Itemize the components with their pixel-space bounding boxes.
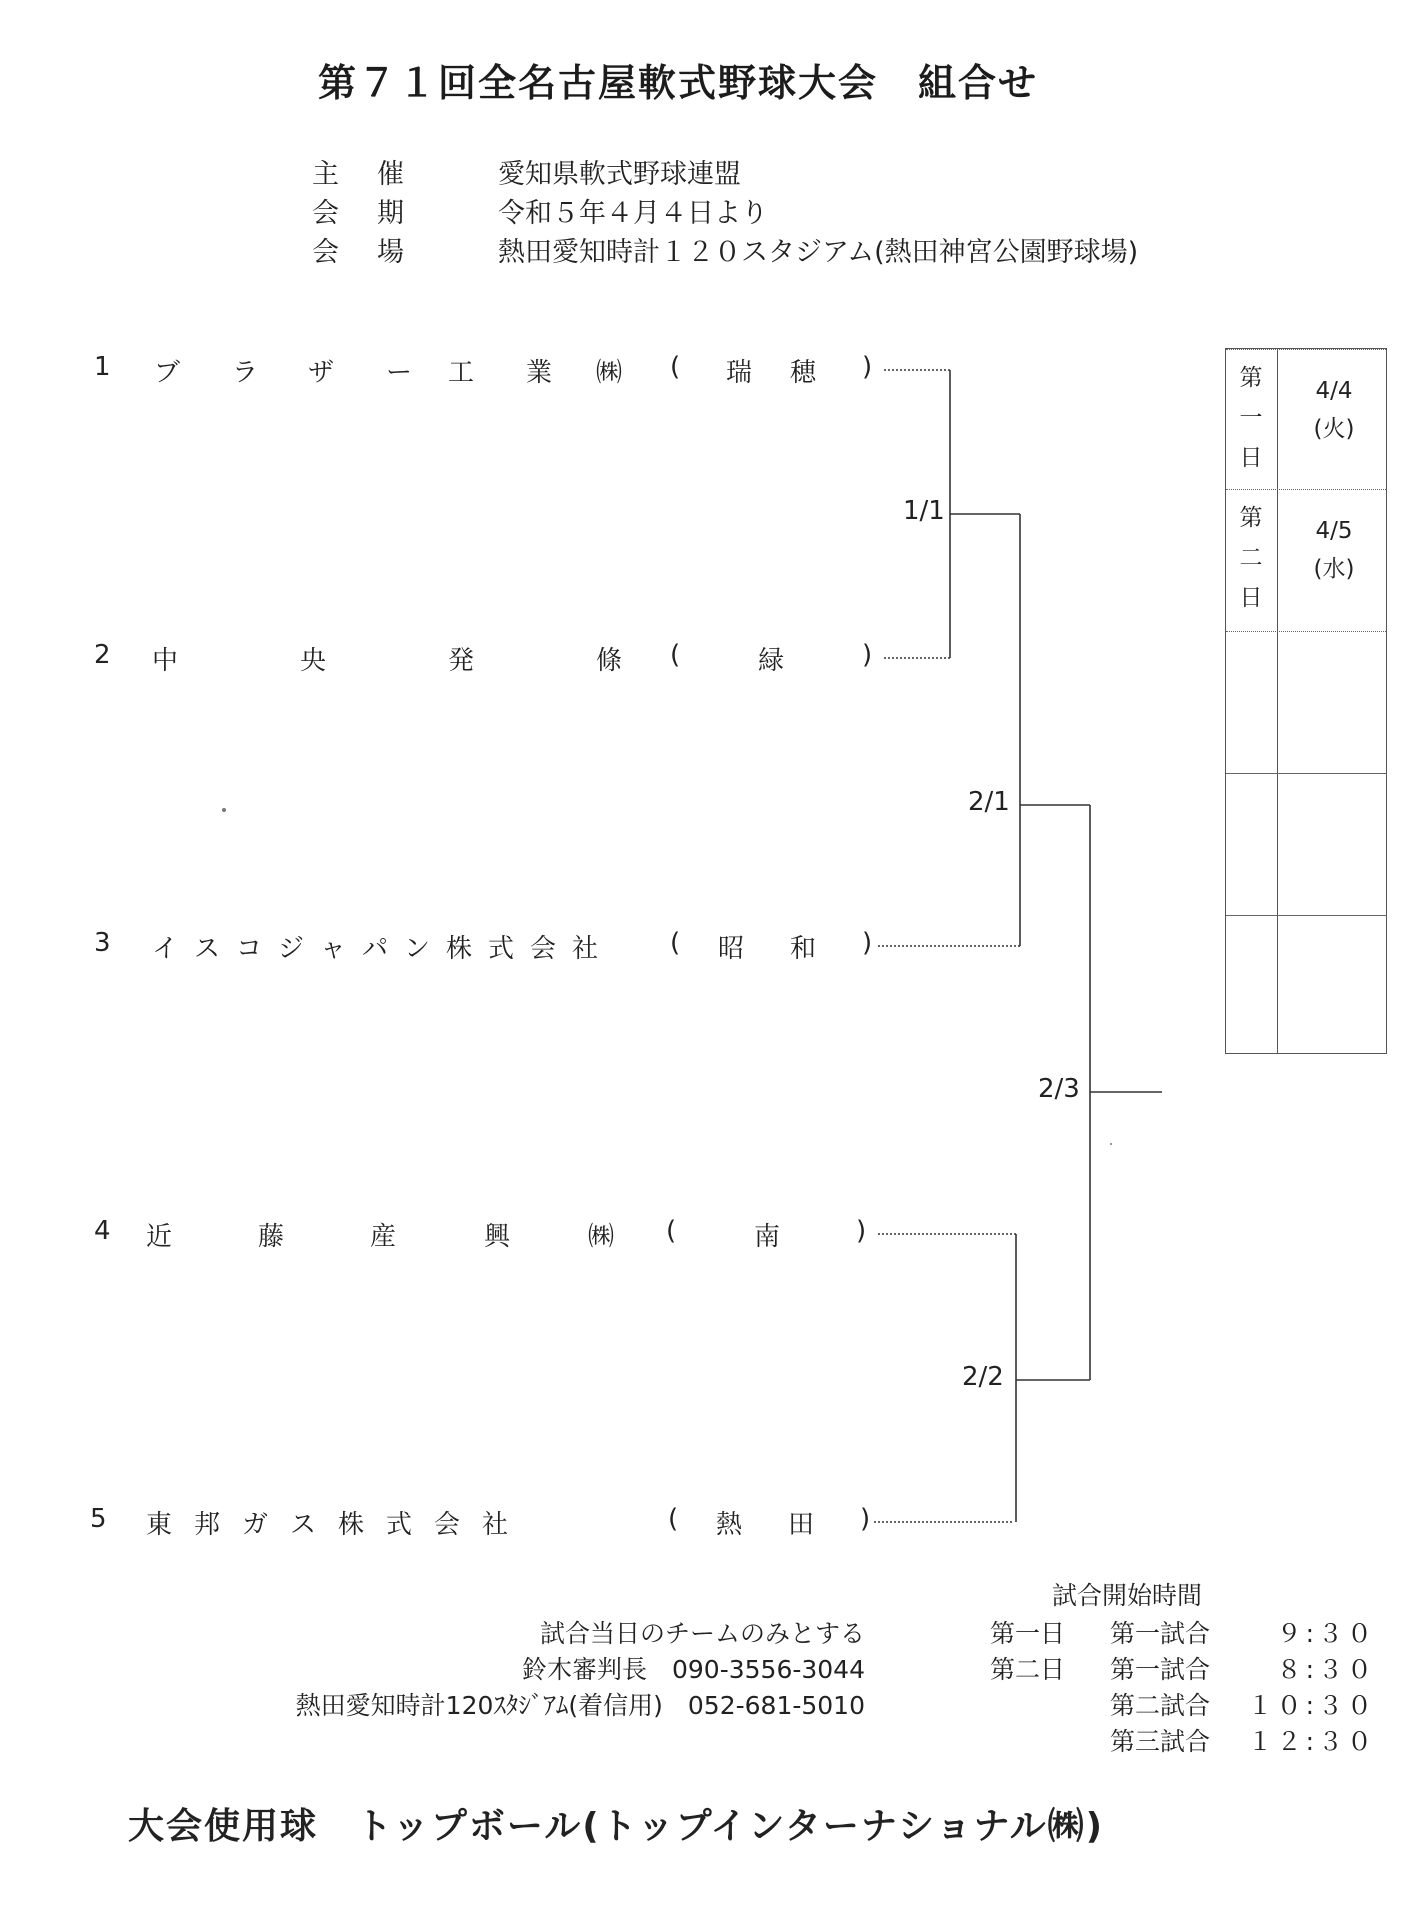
schedule-row-empty (1226, 915, 1386, 1056)
team-name-char: 工 (448, 358, 475, 388)
team-name-char: ㈱ (588, 1222, 615, 1252)
team-area-char: 昭 (718, 934, 745, 964)
team-name-char: イ (152, 934, 179, 964)
start-time-game: 第一試合 (1110, 1619, 1211, 1648)
start-times-heading: 試合開始時間 (1052, 1581, 1203, 1610)
team-name-char: 産 (370, 1222, 397, 1252)
paren-close: ) (862, 352, 873, 382)
team-name-char: ラ (232, 358, 259, 388)
team-area-char: 熱 (716, 1510, 743, 1540)
paren-close: ) (860, 1504, 871, 1534)
info-value-venue: 熱田愛知時計１２０スタジアム(熱田神宮公園野球場) (498, 237, 1139, 268)
start-time-value: １２:３０ (1247, 1727, 1376, 1756)
note-umpire-contact: 鈴木審判長 090-3556-3044 (521, 1655, 865, 1684)
paren-open: ( (670, 928, 681, 958)
team-name-char: ー (386, 358, 413, 388)
team-name-char: 央 (300, 646, 327, 676)
team-name-char: 社 (572, 934, 599, 964)
team-name-char: ㈱ (596, 358, 623, 388)
team-number: 2 (94, 640, 111, 670)
team-name-char: ジ (278, 934, 305, 964)
team-name-char: 社 (482, 1510, 509, 1540)
paren-open: ( (668, 1504, 679, 1534)
paren-open: ( (670, 640, 681, 670)
round-label-2-3: 2/3 (1038, 1074, 1080, 1104)
team-name-char: 株 (338, 1510, 365, 1540)
info-value-organizer: 愛知県軟式野球連盟 (498, 159, 741, 190)
schedule-table (1225, 348, 1387, 1054)
scan-speck (1110, 1143, 1112, 1145)
official-ball: 大会使用球 トップボール(トップインターナショナル㈱) (128, 1806, 1105, 1847)
team-name-char: 邦 (194, 1510, 221, 1540)
schedule-date: 4/4 (火) (1313, 378, 1355, 442)
team-number: 5 (90, 1504, 107, 1534)
team-name-char: 業 (526, 358, 553, 388)
team-number: 1 (94, 352, 111, 382)
round-label-2-1: 2/1 (968, 787, 1010, 817)
team-area-char: 南 (754, 1222, 781, 1252)
info-label-period: 会期 (312, 198, 442, 229)
start-time-day: 第二日 (990, 1655, 1066, 1684)
team-name-char: 株 (446, 934, 473, 964)
info-value-period: 令和５年４月４日より (498, 198, 768, 229)
team-area-char: 緑 (758, 646, 785, 676)
team-number: 3 (94, 928, 111, 958)
team-number: 4 (94, 1216, 111, 1246)
team-name-char: 式 (386, 1510, 413, 1540)
team-name-char: 発 (448, 646, 475, 676)
team-name-char: ャ (320, 934, 347, 964)
schedule-row-empty (1226, 631, 1386, 772)
team-name-char: 東 (146, 1510, 173, 1540)
team-name-char: ス (194, 934, 221, 964)
info-label-organizer: 主催 (312, 159, 442, 190)
team-name-char: 会 (434, 1510, 461, 1540)
note-same-day-team: 試合当日のチームのみとする (539, 1619, 865, 1648)
team-name-char: ン (404, 934, 431, 964)
team-name-char: 式 (488, 934, 515, 964)
paren-open: ( (666, 1216, 677, 1246)
schedule-day-label: 第 一 日 (1239, 365, 1263, 471)
schedule-row-day2 (1226, 489, 1386, 630)
paren-close: ) (862, 640, 873, 670)
team-name-char: 近 (146, 1222, 173, 1252)
page-title: 第７１回全名古屋軟式野球大会 組合せ (318, 61, 1039, 105)
team-name-char: 藤 (258, 1222, 285, 1252)
team-name-char: 会 (530, 934, 557, 964)
team-area-char: 田 (788, 1510, 815, 1540)
schedule-day-label: 第 二 日 (1239, 505, 1263, 611)
start-time-day: 第一日 (990, 1619, 1066, 1648)
team-name-char: ガ (242, 1510, 269, 1540)
team-name-char: コ (236, 934, 263, 964)
team-area-char: 瑞 (726, 358, 753, 388)
note-stadium-contact: 熱田愛知時計120ｽﾀｼﾞｱﾑ(着信用) 052-681-5010 (295, 1691, 865, 1720)
team-name-char: 興 (484, 1222, 511, 1252)
scan-speck (222, 808, 226, 812)
schedule-date: 4/5 (水) (1313, 518, 1355, 582)
schedule-row-empty (1226, 773, 1386, 914)
team-area-char: 穂 (790, 358, 817, 388)
start-time-game: 第二試合 (1110, 1691, 1211, 1720)
team-name-char: ス (290, 1510, 317, 1540)
start-time-value: １０:３０ (1247, 1691, 1376, 1720)
team-name-char: ザ (308, 358, 335, 388)
team-name-char: 中 (152, 646, 179, 676)
round-label-2-2: 2/2 (962, 1362, 1004, 1392)
round-label-1-1: 1/1 (903, 496, 945, 526)
team-name-char: 條 (596, 646, 623, 676)
team-name-char: ブ (154, 358, 181, 388)
paren-open: ( (670, 352, 681, 382)
paren-close: ) (856, 1216, 867, 1246)
start-time-value: ８:３０ (1276, 1655, 1376, 1684)
info-label-venue: 会場 (312, 237, 442, 268)
start-time-game: 第一試合 (1110, 1655, 1211, 1684)
schedule-row-day1 (1226, 349, 1386, 490)
start-time-value: ９:３０ (1276, 1619, 1376, 1648)
team-area-char: 和 (790, 934, 817, 964)
team-name-char: パ (362, 934, 389, 964)
start-time-game: 第三試合 (1110, 1727, 1211, 1756)
paren-close: ) (862, 928, 873, 958)
